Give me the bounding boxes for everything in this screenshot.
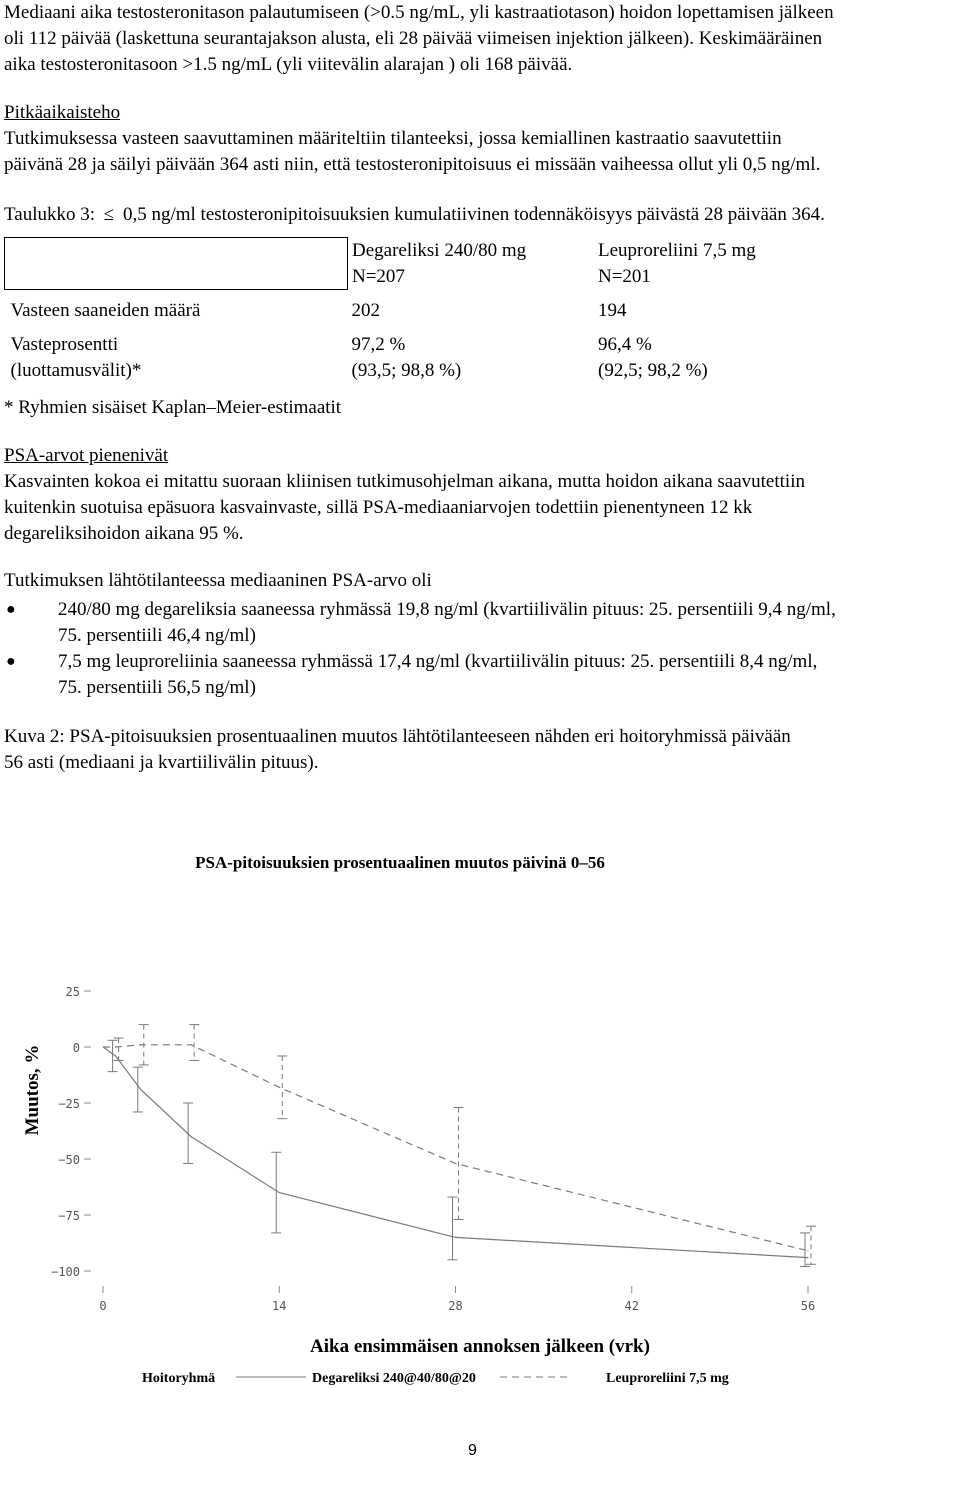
bullet-line: 75. persentiili 56,5 ng/ml) xyxy=(58,677,256,698)
data-point xyxy=(115,1046,116,1047)
data-point xyxy=(279,1087,280,1088)
long-term-section xyxy=(4,100,954,178)
plot-area xyxy=(103,1025,816,1267)
list-item xyxy=(4,649,954,701)
row-value xyxy=(594,332,902,384)
table-row xyxy=(5,332,903,384)
row-value-line: 96,4 % xyxy=(598,334,652,355)
header-line: Leuproreliini 7,5 mg xyxy=(598,239,756,261)
table-footnote: * Ryhmien sisäiset Kaplan–Meier-estimaatit xyxy=(4,397,342,418)
intro-line: aika testosteronitasoon >1.5 ng/mL (yli viitevälin alarajan ) oli 168 päivää. xyxy=(4,54,573,75)
data-point xyxy=(140,1044,141,1045)
row-label-line: (luottamusvälit)* xyxy=(10,360,142,381)
less-equal-symbol: ≤ xyxy=(103,204,115,225)
row-label-line: Vasteprosentti xyxy=(10,334,119,355)
data-point xyxy=(807,1250,808,1251)
figure-caption xyxy=(4,724,954,776)
data-point xyxy=(191,1044,192,1045)
long-term-line: Tutkimuksessa vasteen saavuttaminen määriteltiin tilanteeksi, jossa kemiallinen kastraatio saavutettiin xyxy=(4,128,782,149)
bullet-line: 7,5 mg leuproreliinia saaneessa ryhmässä 17,4 ng/ml (kvartiilivälin pituus: 25. persentiili 8,4 ng/ml, xyxy=(58,651,818,672)
row-value: 202 xyxy=(351,299,380,321)
bullet-line: 240/80 mg degareliksia saaneessa ryhmässä 19,8 ng/ml (kvartiilivälin pituus: 25. persentiili 9,4 ng/ml, xyxy=(58,599,836,620)
x-tick-label: 0 xyxy=(99,1299,107,1313)
x-tick-label: 56 xyxy=(800,1299,816,1313)
row-label xyxy=(5,332,348,384)
x-axis xyxy=(99,1286,815,1313)
row-value-line: (93,5; 98,8 %) xyxy=(351,360,462,381)
x-tick-label: 14 xyxy=(272,1299,287,1313)
data-point xyxy=(115,1055,116,1056)
x-tick-label: 28 xyxy=(448,1299,463,1313)
bullet-icon: ● xyxy=(6,601,16,618)
table-header-leuprorelin xyxy=(594,238,902,290)
intro-line: Mediaani aika testosteronitason palautumiseen (>0.5 ng/mL, yli kastraatiotason) hoidon lopettamisen jälkeen xyxy=(4,2,834,23)
data-point xyxy=(191,1136,192,1137)
intro-line: oli 112 päivää (laskettuna seurantajakson alusta, eli 28 päivää viimeisen injektion jälkeen). Keskimääräinen xyxy=(4,28,823,49)
header-line: N=201 xyxy=(598,265,651,287)
y-tick-label: 25 xyxy=(65,985,80,999)
y-tick-label: −25 xyxy=(58,1097,80,1111)
data-point xyxy=(140,1089,141,1090)
bullet-icon: ● xyxy=(6,653,16,670)
x-tick-label: 42 xyxy=(624,1299,639,1313)
table3-caption-prefix: Taulukko 3: xyxy=(4,204,96,225)
chart-title: PSA-pitoisuuksien prosentuaalinen muutos päivinä 0–56 xyxy=(195,853,605,872)
psa-heading: PSA-arvot pienenivät xyxy=(4,445,169,466)
y-tick-label: −75 xyxy=(58,1209,80,1223)
y-tick-label: −100 xyxy=(51,1265,80,1279)
psa-line: kuitenkin suotuisa epäsuora kasvainvaste, sillä PSA-mediaaniarvojen todettiin pienentyneen 12 kk xyxy=(4,497,753,518)
x-axis-label: Aika ensimmäisen annoksen jälkeen (vrk) xyxy=(310,1336,650,1357)
row-value-line: (92,5; 98,2 %) xyxy=(598,360,708,381)
data-point xyxy=(455,1163,456,1164)
y-axis-label: Muutos, % xyxy=(22,1044,43,1136)
psa-line: degareliksihoidon aikana 95 %. xyxy=(4,523,244,544)
baseline-intro: Tutkimuksen lähtötilanteessa mediaaninen PSA-arvo oli xyxy=(4,570,432,591)
list-item xyxy=(4,597,954,649)
table-corner-cell xyxy=(5,238,348,290)
bullet-line: 75. persentiili 46,4 ng/ml) xyxy=(58,625,256,646)
figure-caption-line: 56 asti (mediaani ja kvartiilivälin pituus). xyxy=(4,752,319,773)
legend-title: Hoitoryhmä xyxy=(142,1371,216,1386)
psa-change-chart xyxy=(0,840,960,1400)
y-tick-label: −50 xyxy=(58,1153,80,1167)
table3 xyxy=(4,237,902,384)
row-value-line: 97,2 % xyxy=(351,334,406,355)
table-header-degarelix xyxy=(348,238,595,290)
degarelix-series-line xyxy=(103,1047,808,1258)
legend-leuprorelin: Leuproreliini 7,5 mg xyxy=(606,1371,729,1386)
data-point xyxy=(807,1257,808,1258)
header-line: N=207 xyxy=(352,265,405,287)
row-label: Vasteen saaneiden määrä xyxy=(10,300,201,321)
legend-degarelix: Degareliksi 240@40/80@20 xyxy=(312,1371,476,1386)
psa-section xyxy=(4,443,954,547)
table-header-row xyxy=(5,238,903,290)
row-value xyxy=(348,332,595,384)
row-value: 194 xyxy=(598,299,627,321)
table3-caption-rest: 0,5 ng/ml testosteronipitoisuuksien kumulatiivinen todennäköisyys päivästä 28 päivään 364. xyxy=(122,204,825,225)
long-term-line: päivänä 28 ja säilyi päivään 364 asti niin, että testosteronipitoisuus ei missään vaiheessa ollut yli 0,5 ng/ml. xyxy=(4,154,821,175)
y-axis xyxy=(51,985,91,1279)
page-number: 9 xyxy=(468,1442,477,1459)
data-point xyxy=(455,1237,456,1238)
table3-caption xyxy=(4,202,954,228)
y-tick-label: 0 xyxy=(72,1041,80,1055)
long-term-heading: Pitkäaikaisteho xyxy=(4,102,121,123)
header-line: Degareliksi 240/80 mg xyxy=(352,239,527,261)
intro-paragraph xyxy=(4,0,954,78)
psa-line: Kasvainten kokoa ei mitattu suoraan kliinisen tutkimusohjelman aikana, mutta hoidon aikana saavutettiin xyxy=(4,471,805,492)
figure-caption-line: Kuva 2: PSA-pitoisuuksien prosentuaalinen muutos lähtötilanteeseen nähden eri hoitoryhmissä päivään xyxy=(4,726,791,747)
data-point xyxy=(279,1192,280,1193)
table-row xyxy=(5,290,903,333)
